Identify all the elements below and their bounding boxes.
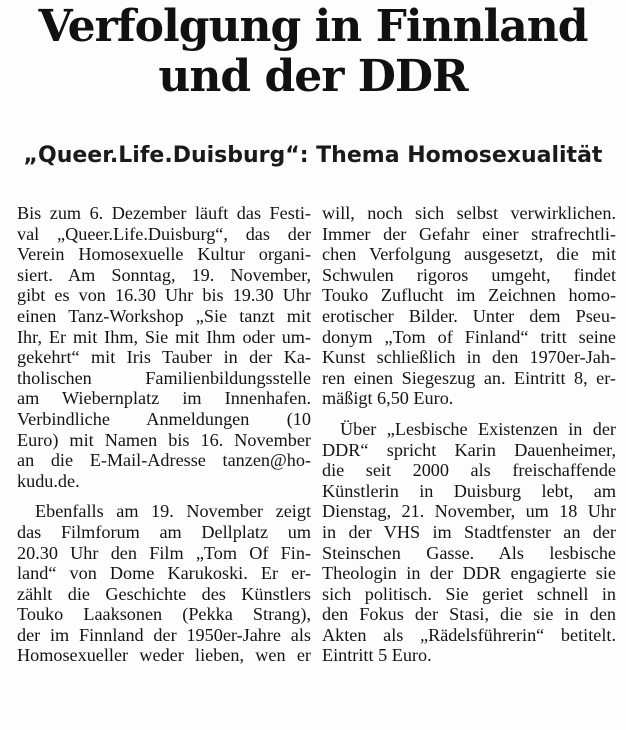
headline-line-2: und der DDR <box>158 51 468 102</box>
text-line: in der VHS im Stadtfenster an der <box>322 521 616 542</box>
text-line: gibt es von 16.30 Uhr bis 19.30 Uhr <box>17 285 311 306</box>
text-line: den Fokus der Stasi, die sie in den <box>322 604 616 625</box>
text-line: das Filmforum am Dellplatz um <box>17 521 311 542</box>
text-line: Steinschen Gasse. Als lesbische <box>322 542 616 563</box>
text-line: Eintritt 5 Euro. <box>322 645 432 666</box>
headline-line-1: Verfolgung in Finnland <box>38 1 588 52</box>
text-line: gekehrt“ mit Iris Tauber in der Ka- <box>17 347 311 368</box>
text-line: Über „Lesbische Existenzen in der <box>340 418 616 439</box>
text-line: Kunst schließlich in den 1970er-Jah- <box>322 347 616 368</box>
text-line: Immer der Gefahr einer strafrechtli- <box>322 223 616 244</box>
paragraph-film-continued <box>322 203 616 409</box>
text-line: siert. Am Sonntag, 19. November, <box>17 264 311 285</box>
text-line: Schwulen rigoros umgeht, findet <box>322 264 616 285</box>
text-line: sich politisch. Sie geriet schnell in <box>322 583 616 604</box>
text-line: Ihr, Er mit Ihm, Sie mit Ihm oder um- <box>17 326 311 347</box>
text-line: Homosexueller weder lieben, wen er <box>17 645 311 666</box>
paragraph-lesbian-existences <box>322 419 616 666</box>
text-line: Touko Zuflucht im Zeichnen homo- <box>322 285 616 306</box>
text-line: Theologin in der DDR engagierte sie <box>322 563 616 584</box>
text-line: ren einen Siegeszug an. Eintritt 8, er- <box>322 367 616 388</box>
article-subheadline: „Queer.Life.Duisburg“: Thema Homosexualität <box>23 143 603 168</box>
text-line: Euro) mit Namen bis 16. November <box>17 429 311 450</box>
text-line: der im Finnland der 1950er-Jahre als <box>17 624 311 645</box>
text-line: Akten als „Rädelsführerin“ betitelt. <box>322 624 616 645</box>
text-line: Bis zum 6. Dezember läuft das Festi- <box>17 203 311 223</box>
paragraph-festival-workshop <box>17 203 311 491</box>
text-line: am Wiebernplatz im Innenhafen. <box>17 388 311 409</box>
article-headline <box>0 2 626 102</box>
text-line: erotischer Bilder. Unter dem Pseu- <box>322 305 616 326</box>
text-line: einen Tanz-Workshop „Sie tanzt mit <box>17 305 311 326</box>
article-column-right <box>322 203 616 666</box>
text-line: Ebenfalls am 19. November zeigt <box>35 501 311 522</box>
text-line: Touko Laaksonen (Pekka Strang), <box>17 604 311 625</box>
text-line: kudu.de. <box>17 470 80 491</box>
text-line: land“ von Dome Karukoski. Er er- <box>17 563 311 584</box>
paragraph-film-screening <box>17 501 311 666</box>
paragraph-gap <box>17 491 311 501</box>
text-line: 20.30 Uhr den Film „Tom Of Fin- <box>17 542 311 563</box>
text-line: DDR“ spricht Karin Dauenheimer, <box>322 439 616 460</box>
paragraph-gap <box>322 409 616 419</box>
text-line: zählt die Geschichte des Künstlers <box>17 583 311 604</box>
text-line: tholischen Familienbildungsstelle <box>17 367 311 388</box>
article-column-left <box>17 203 311 666</box>
text-line: will, noch sich selbst verwirklichen. <box>322 203 616 223</box>
text-line: chen Verfolgung ausgesetzt, die mit <box>322 244 616 265</box>
text-line: val „Queer.Life.Duisburg“, das der <box>17 223 311 244</box>
text-line: Künstlerin in Duisburg lebt, am <box>322 480 616 501</box>
text-line: mäßigt 6,50 Euro. <box>322 388 454 409</box>
text-line: Verbindliche Anmeldungen (10 <box>17 408 311 429</box>
text-line: Verein Homosexuelle Kultur organi- <box>17 244 311 265</box>
text-line: Dienstag, 21. November, um 18 Uhr <box>322 501 616 522</box>
text-line: die seit 2000 als freischaffende <box>322 460 616 481</box>
text-line: an die E-Mail-Adresse tanzen@ho- <box>17 450 311 471</box>
text-line: donym „Tom of Finland“ tritt seine <box>322 326 616 347</box>
